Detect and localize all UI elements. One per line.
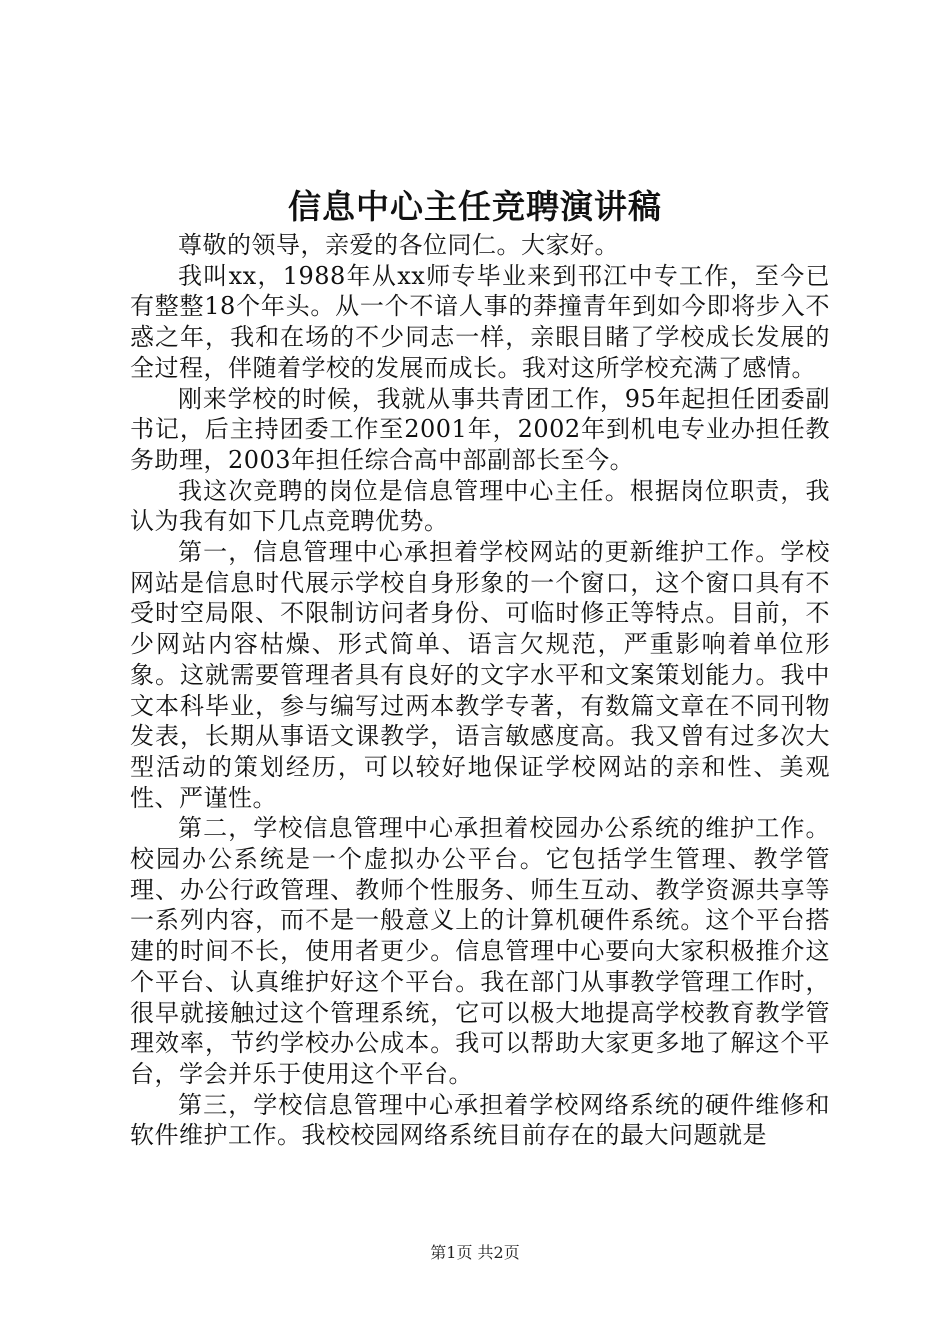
paragraph-advantage-three: 第三，学校信息管理中心承担着学校网络系统的硬件维修和软件维护工作。我校校园网络系统目前存在的最大问题就是 <box>130 1090 830 1150</box>
paragraph-work-history: 刚来学校的时候，我就从事共青团工作，95年起担任团委副书记，后主持团委工作至2001年，2002年到机电专业办担任教务助理，2003年担任综合高中部副部长至今。 <box>130 384 830 474</box>
page-number-footer: 第1页 共2页 <box>430 1243 520 1262</box>
paragraph-position: 我这次竞聘的岗位是信息管理中心主任。根据岗位职责，我认为我有如下几点竞聘优势。 <box>130 476 830 536</box>
paragraph-introduction: 我叫xx，1988年从xx师专毕业来到邗江中专工作，至今已有整整18个年头。从一个不谙人事的莽撞青年到如今即将步入不惑之年，我和在场的不少同志一样，亲眼目睹了学校成长发展的全过程，伴随着学校的发展而成长。我对这所学校充满了感情。 <box>130 261 830 382</box>
document-title: 信息中心主任竞聘演讲稿 <box>288 187 662 226</box>
paragraph-advantage-two: 第二，学校信息管理中心承担着校园办公系统的维护工作。校园办公系统是一个虚拟办公平台。它包括学生管理、教学管理、办公行政管理、教师个性服务、师生互动、教学资源共享等一系列内容，而不是一般意义上的计算机硬件系统。这个平台搭建的时间不长，使用者更少。信息管理中心要向大家积极推介这个平台、认真维护好这个平台。我在部门从事教学管理工作时，很早就接触过这个管理系统，它可以极大地提高学校教育教学管理效率，节约学校办公成本。我可以帮助大家更多地了解这个平台，学会并乐于使用这个平台。 <box>130 814 830 1088</box>
paragraph-advantage-one: 第一，信息管理中心承担着学校网站的更新维护工作。学校网站是信息时代展示学校自身形象的一个窗口，这个窗口具有不受时空局限、不限制访问者身份、可临时修正等特点。目前，不少网站内容枯燥、形式简单、语言欠规范，严重影响着单位形象。这就需要管理者具有良好的文字水平和文案策划能力。我中文本科毕业，参与编写过两本教学专著，有数篇文章在不同刊物发表，长期从事语文课教学，语言敏感度高。我又曾有过多次大型活动的策划经历，可以较好地保证学校网站的亲和性、美观性、严谨性。 <box>130 538 830 812</box>
paragraph-greeting: 尊敬的领导，亲爱的各位同仁。大家好。 <box>178 231 619 259</box>
document-body <box>130 230 830 1151</box>
